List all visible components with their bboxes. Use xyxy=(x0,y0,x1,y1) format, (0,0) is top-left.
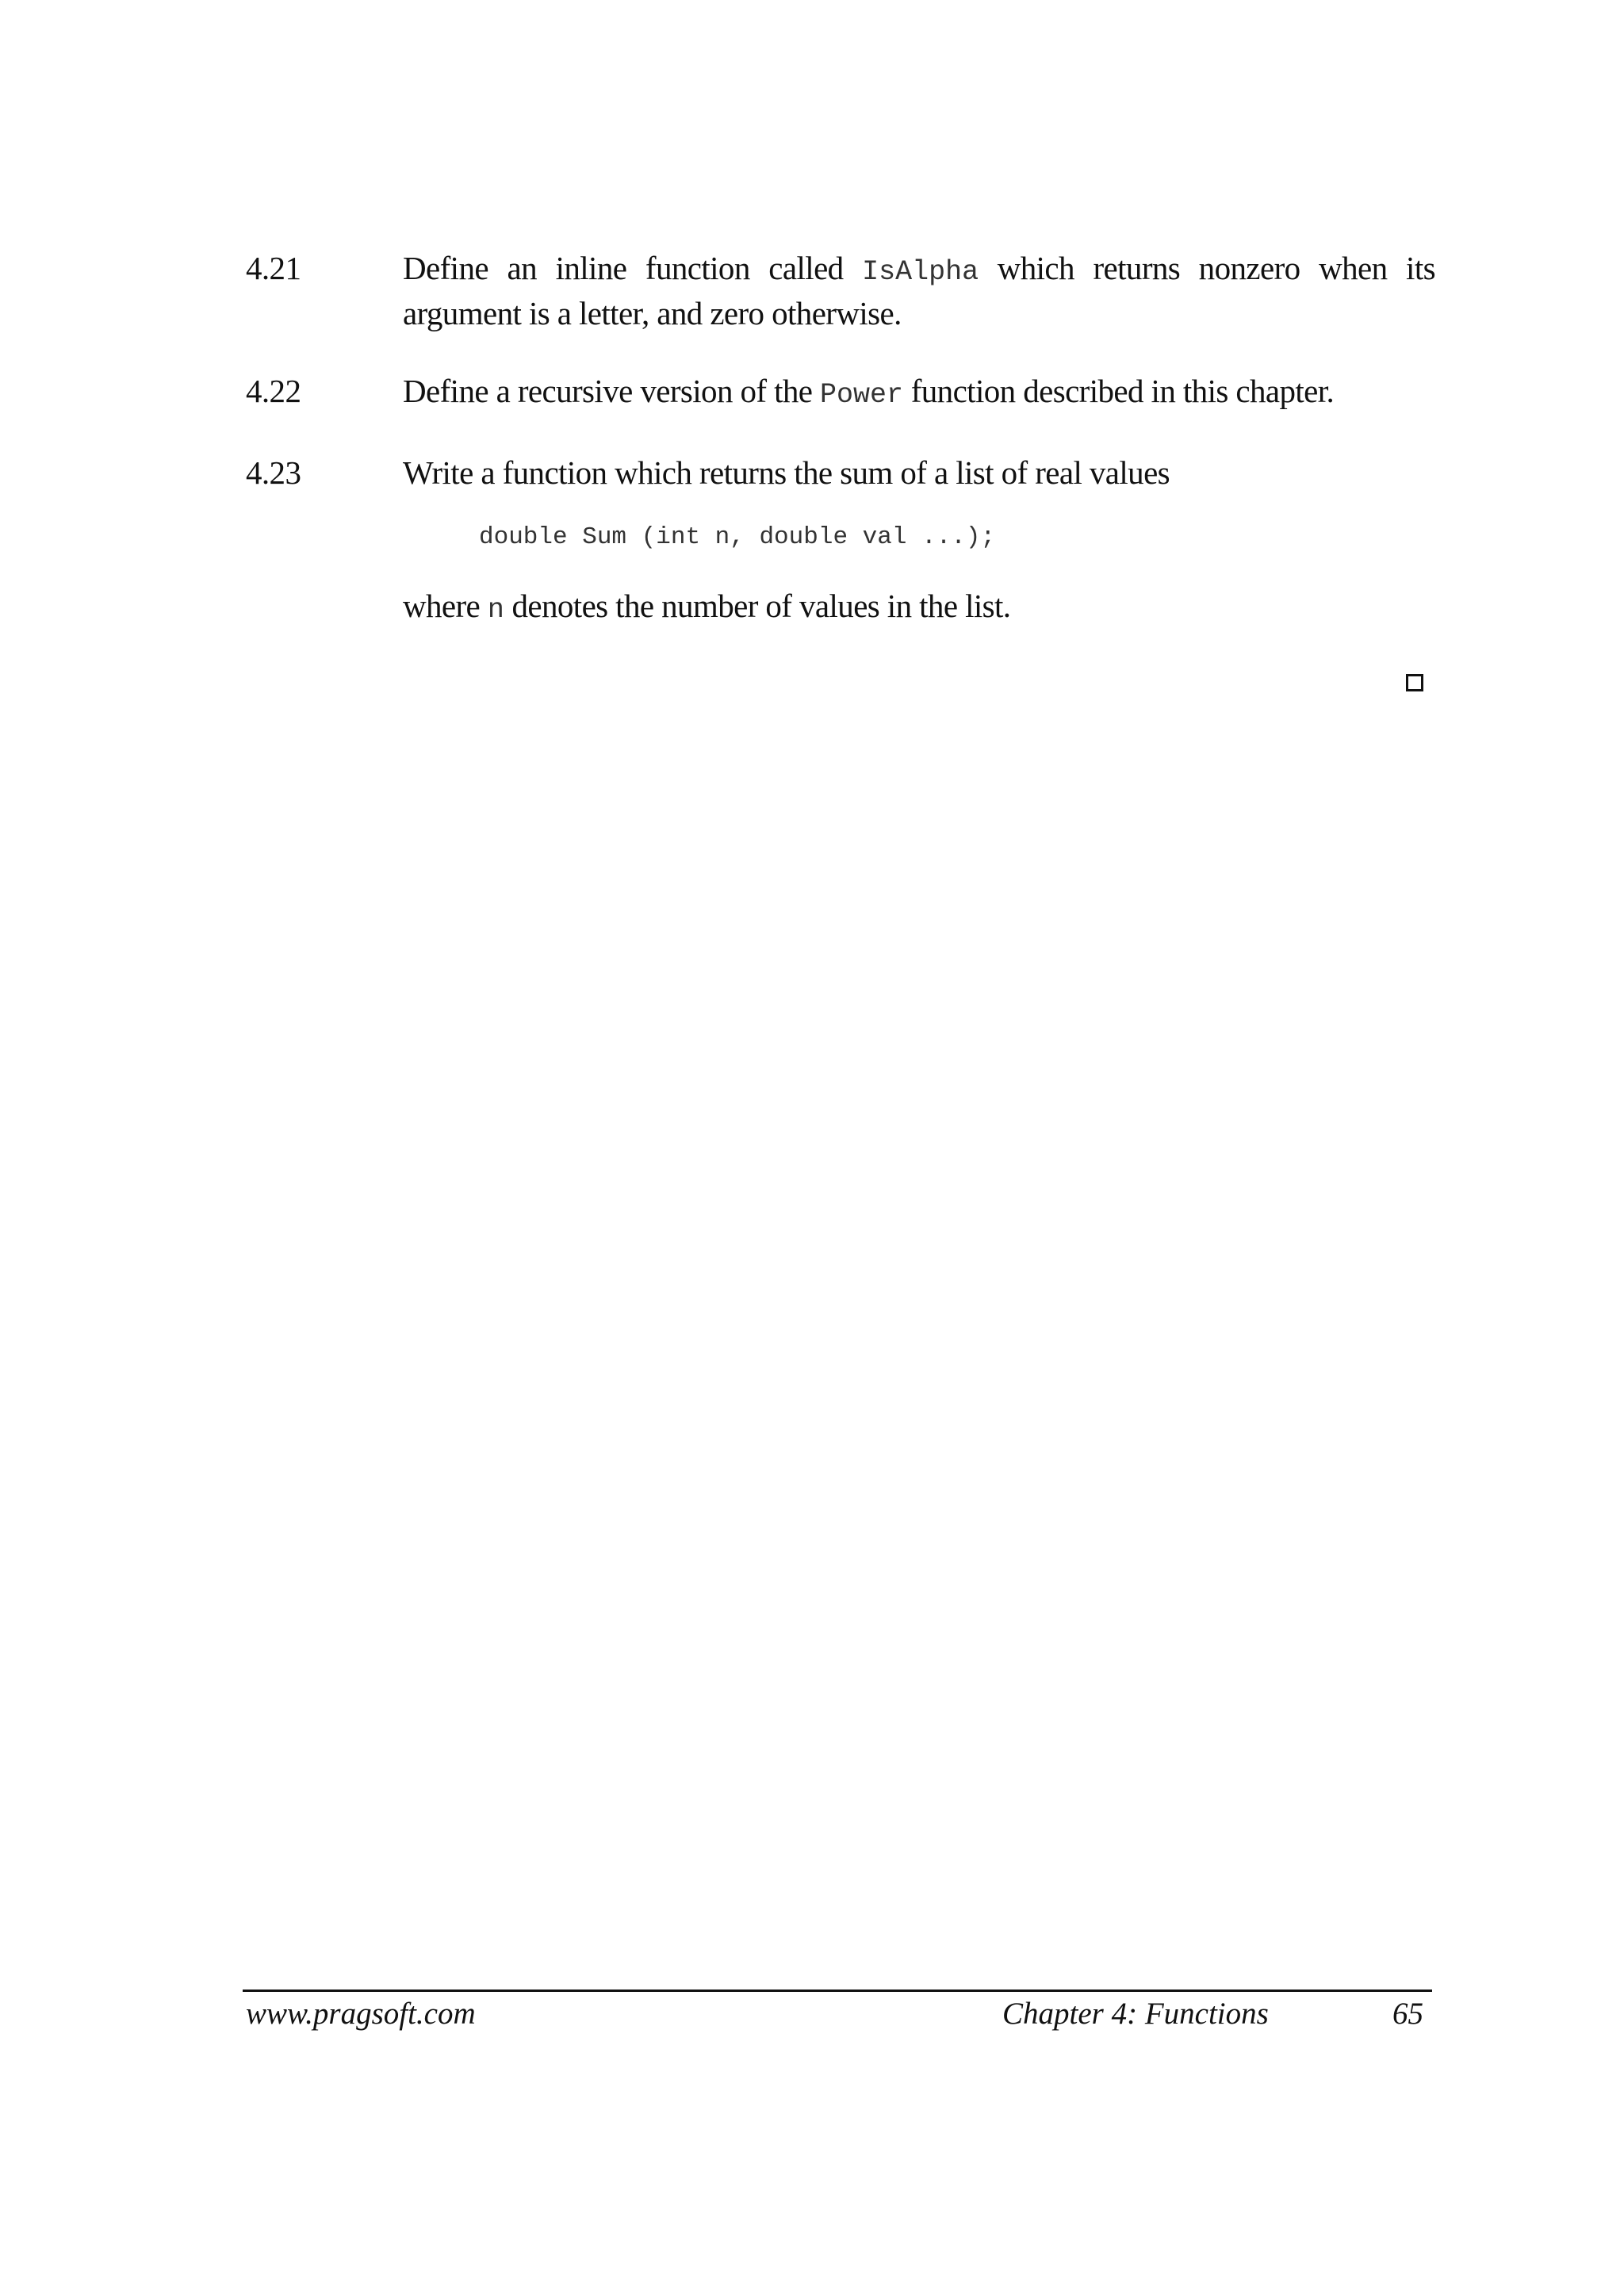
exercise-number: 4.22 xyxy=(246,373,301,409)
footer-chapter-title: Chapter 4: Functions xyxy=(1002,1997,1269,2031)
text-segment: where xyxy=(403,588,488,624)
text-segment: Define an inline function called xyxy=(403,250,863,286)
text-segment: denotes the number of values in the list. xyxy=(504,588,1011,624)
footer-divider xyxy=(243,1990,1432,1992)
code-block: double Sum (int n, double val ...); xyxy=(479,523,996,551)
exercise-text: Write a function which returns the sum of a list of real values xyxy=(403,454,1170,491)
text-segment: Define a recursive version of the xyxy=(403,373,821,409)
exercise-text xyxy=(403,370,1435,416)
text-segment: function described in this chapter. xyxy=(903,373,1335,409)
exercise-text xyxy=(403,247,1435,334)
inline-code: Power xyxy=(820,379,904,411)
footer-page-number: 65 xyxy=(1392,1997,1423,2031)
exercise-number: 4.21 xyxy=(246,250,301,286)
exercise-number: 4.23 xyxy=(246,454,301,491)
inline-code: IsAlpha xyxy=(862,256,979,288)
end-of-section-square-icon xyxy=(1406,674,1423,691)
exercise-text xyxy=(403,585,1435,630)
text-segment: which returns nonzero when its argument is a letter, and zero otherwise. xyxy=(403,250,1435,331)
footer-website: www.pragsoft.com xyxy=(246,1997,476,2031)
inline-code: n xyxy=(487,594,504,626)
